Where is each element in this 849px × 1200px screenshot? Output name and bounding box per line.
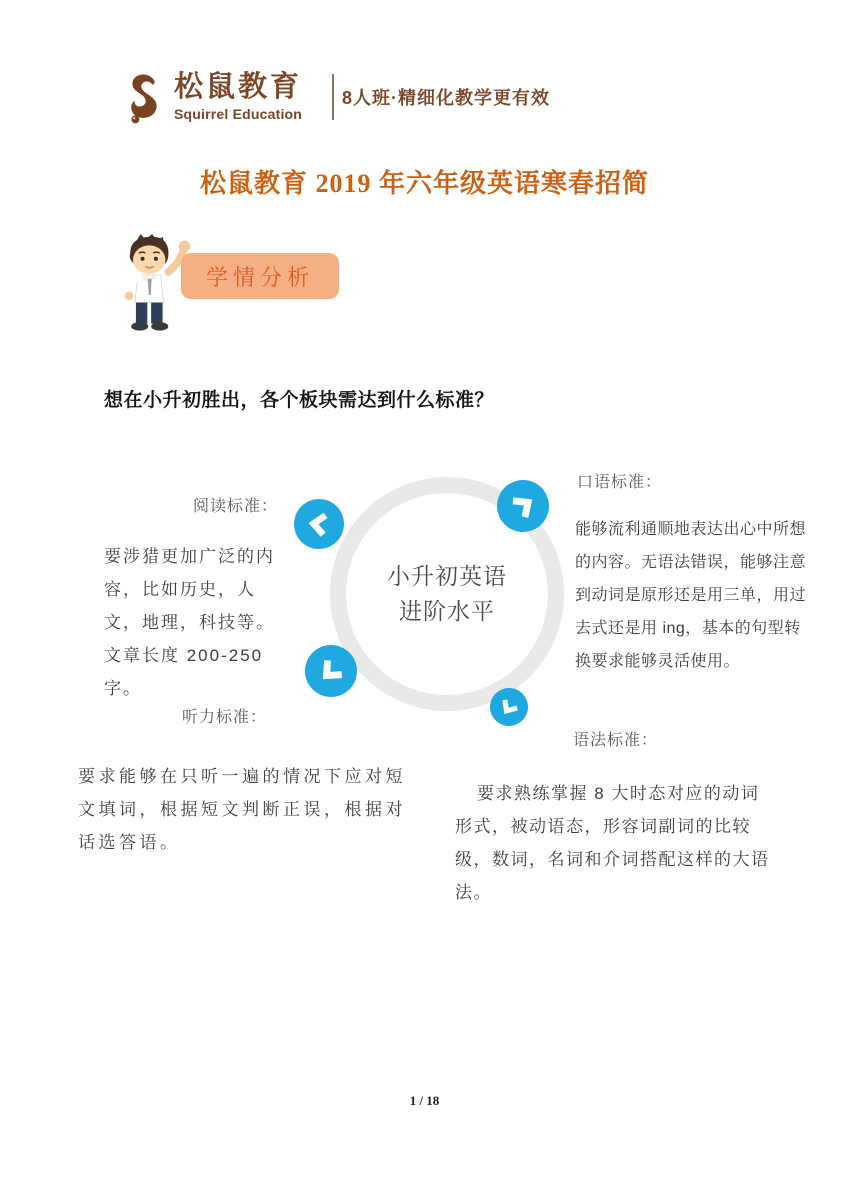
squirrel-icon	[128, 73, 162, 125]
standard-text-reading: 要涉猎更加广泛的内容，比如历史，人文，地理，科技等。文章长度 200-250 字。	[104, 547, 275, 698]
logo-name-cn: 松鼠教育	[174, 71, 303, 103]
folded-arrow-icon	[310, 650, 353, 693]
standard-label-reading: 阅读标准：	[193, 498, 279, 515]
section-badge	[181, 253, 339, 299]
standard-text-grammar: 要求熟练掌握 8 大时态对应的动词形式，被动语态，形容词副词的比较级，数词，名词和介词搭配这样的大语法。	[455, 784, 770, 902]
question-heading: 想在小升初胜出，各个板块需达到什么标准？	[104, 390, 495, 411]
folded-arrow-icon	[494, 692, 524, 722]
section-badge-label: 学情分析	[205, 264, 314, 290]
page-number: 1 / 18	[409, 1093, 440, 1108]
folded-arrow-icon	[502, 485, 544, 527]
standard-text-listening: 要求能够在只听一遍的情况下应对短文填词，根据短文判断正误，根据对话选答语。	[78, 767, 406, 852]
standard-label-speaking: 口语标准：	[577, 474, 663, 491]
page-title: 松鼠教育 2019 年六年级英语寒春招简	[199, 169, 649, 198]
logo-name-en: Squirrel Education	[174, 106, 303, 122]
diagram-center-line2: 进阶水平	[399, 598, 495, 624]
standard-text-speaking: 能够流利通顺地表达出心中所想的内容。无语法错误，能够注意到动词是原形还是用三单，用过去式还是用 ing，基本的句型转换要求能够灵活使用。	[575, 521, 807, 670]
standard-label-grammar: 语法标准：	[573, 732, 659, 749]
diagram-node-listening	[305, 645, 357, 697]
logo	[128, 70, 688, 130]
folded-arrow-icon	[303, 508, 335, 540]
logo-tagline: 8人班·精细化教学更有效	[342, 88, 551, 108]
diagram-center-line1: 小升初英语	[387, 563, 507, 589]
logo-divider	[332, 74, 334, 120]
standard-label-listening: 听力标准：	[182, 709, 268, 726]
